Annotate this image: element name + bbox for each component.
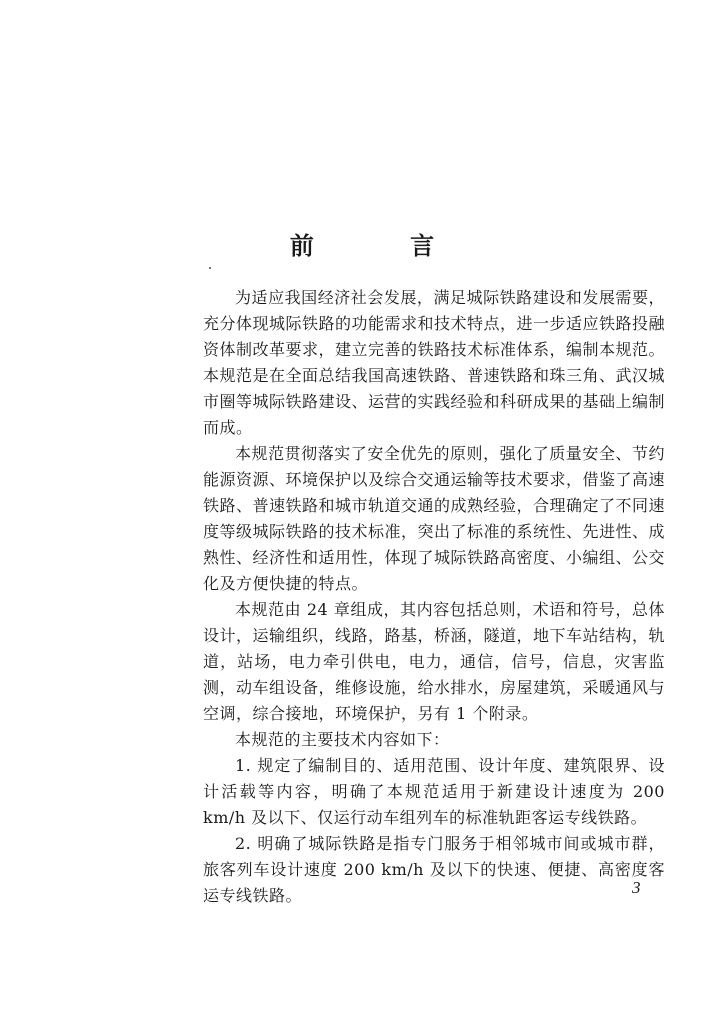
page-number: 3	[632, 878, 641, 897]
paragraph-5: 1. 规定了编制目的、适用范围、设计年度、建筑限界、设计活载等内容，明确了本规范适用于新建设计速度为 200 km/h 及以下、仅运行动车组列车的标准轨距客运专线铁路。	[203, 756, 665, 827]
paragraph-6: 2. 明确了城际铁路是指专门服务于相邻城市间或城市群，旅客列车设计速度 200 km/h 及以下的快速、便捷、高密度客运专线铁路。	[203, 834, 665, 905]
paragraph-2: 本规范贯彻落实了安全优先的原则，强化了质量安全、节约能源资源、环境保护以及综合交通运输等技术要求，借鉴了高速铁路、普速铁路和城市轨道交通的成熟经验，合理确定了不同速度等级城际铁路的技术标准，突出了标准的系统性、先进性、成熟性、经济性和适用性，体现了城际铁路高密度、小编组、公交化及方便快捷的特点。	[203, 444, 666, 593]
paragraph-4: 本规范的主要技术内容如下：	[235, 730, 450, 749]
page-title: 前 言	[289, 232, 479, 260]
paragraph-3: 本规范由 24 章组成，其内容包括总则，术语和符号，总体设计，运输组织，线路，路基，桥涵，隧道，地下车站结构，轨道，站场，电力牵引供电，电力，通信，信号，信息，灾害监测，动车组设备，维修设施，给水排水，房屋建筑，采暖通风与空调，综合接地，环境保护，另有 1 个附录。	[203, 600, 666, 723]
scan-speck	[209, 267, 211, 269]
paragraph-1: 为适应我国经济社会发展，满足城际铁路建设和发展需要，充分体现城际铁路的功能需求和技术特点，进一步适应铁路投融资体制改革要求，建立完善的铁路技术标准体系，编制本规范。本规范是在全面总结我国高速铁路、普速铁路和珠三角、武汉城市圈等城际铁路建设、运营的实践经验和科研成果的基础上编制而成。	[203, 288, 666, 437]
body-text	[203, 285, 665, 909]
